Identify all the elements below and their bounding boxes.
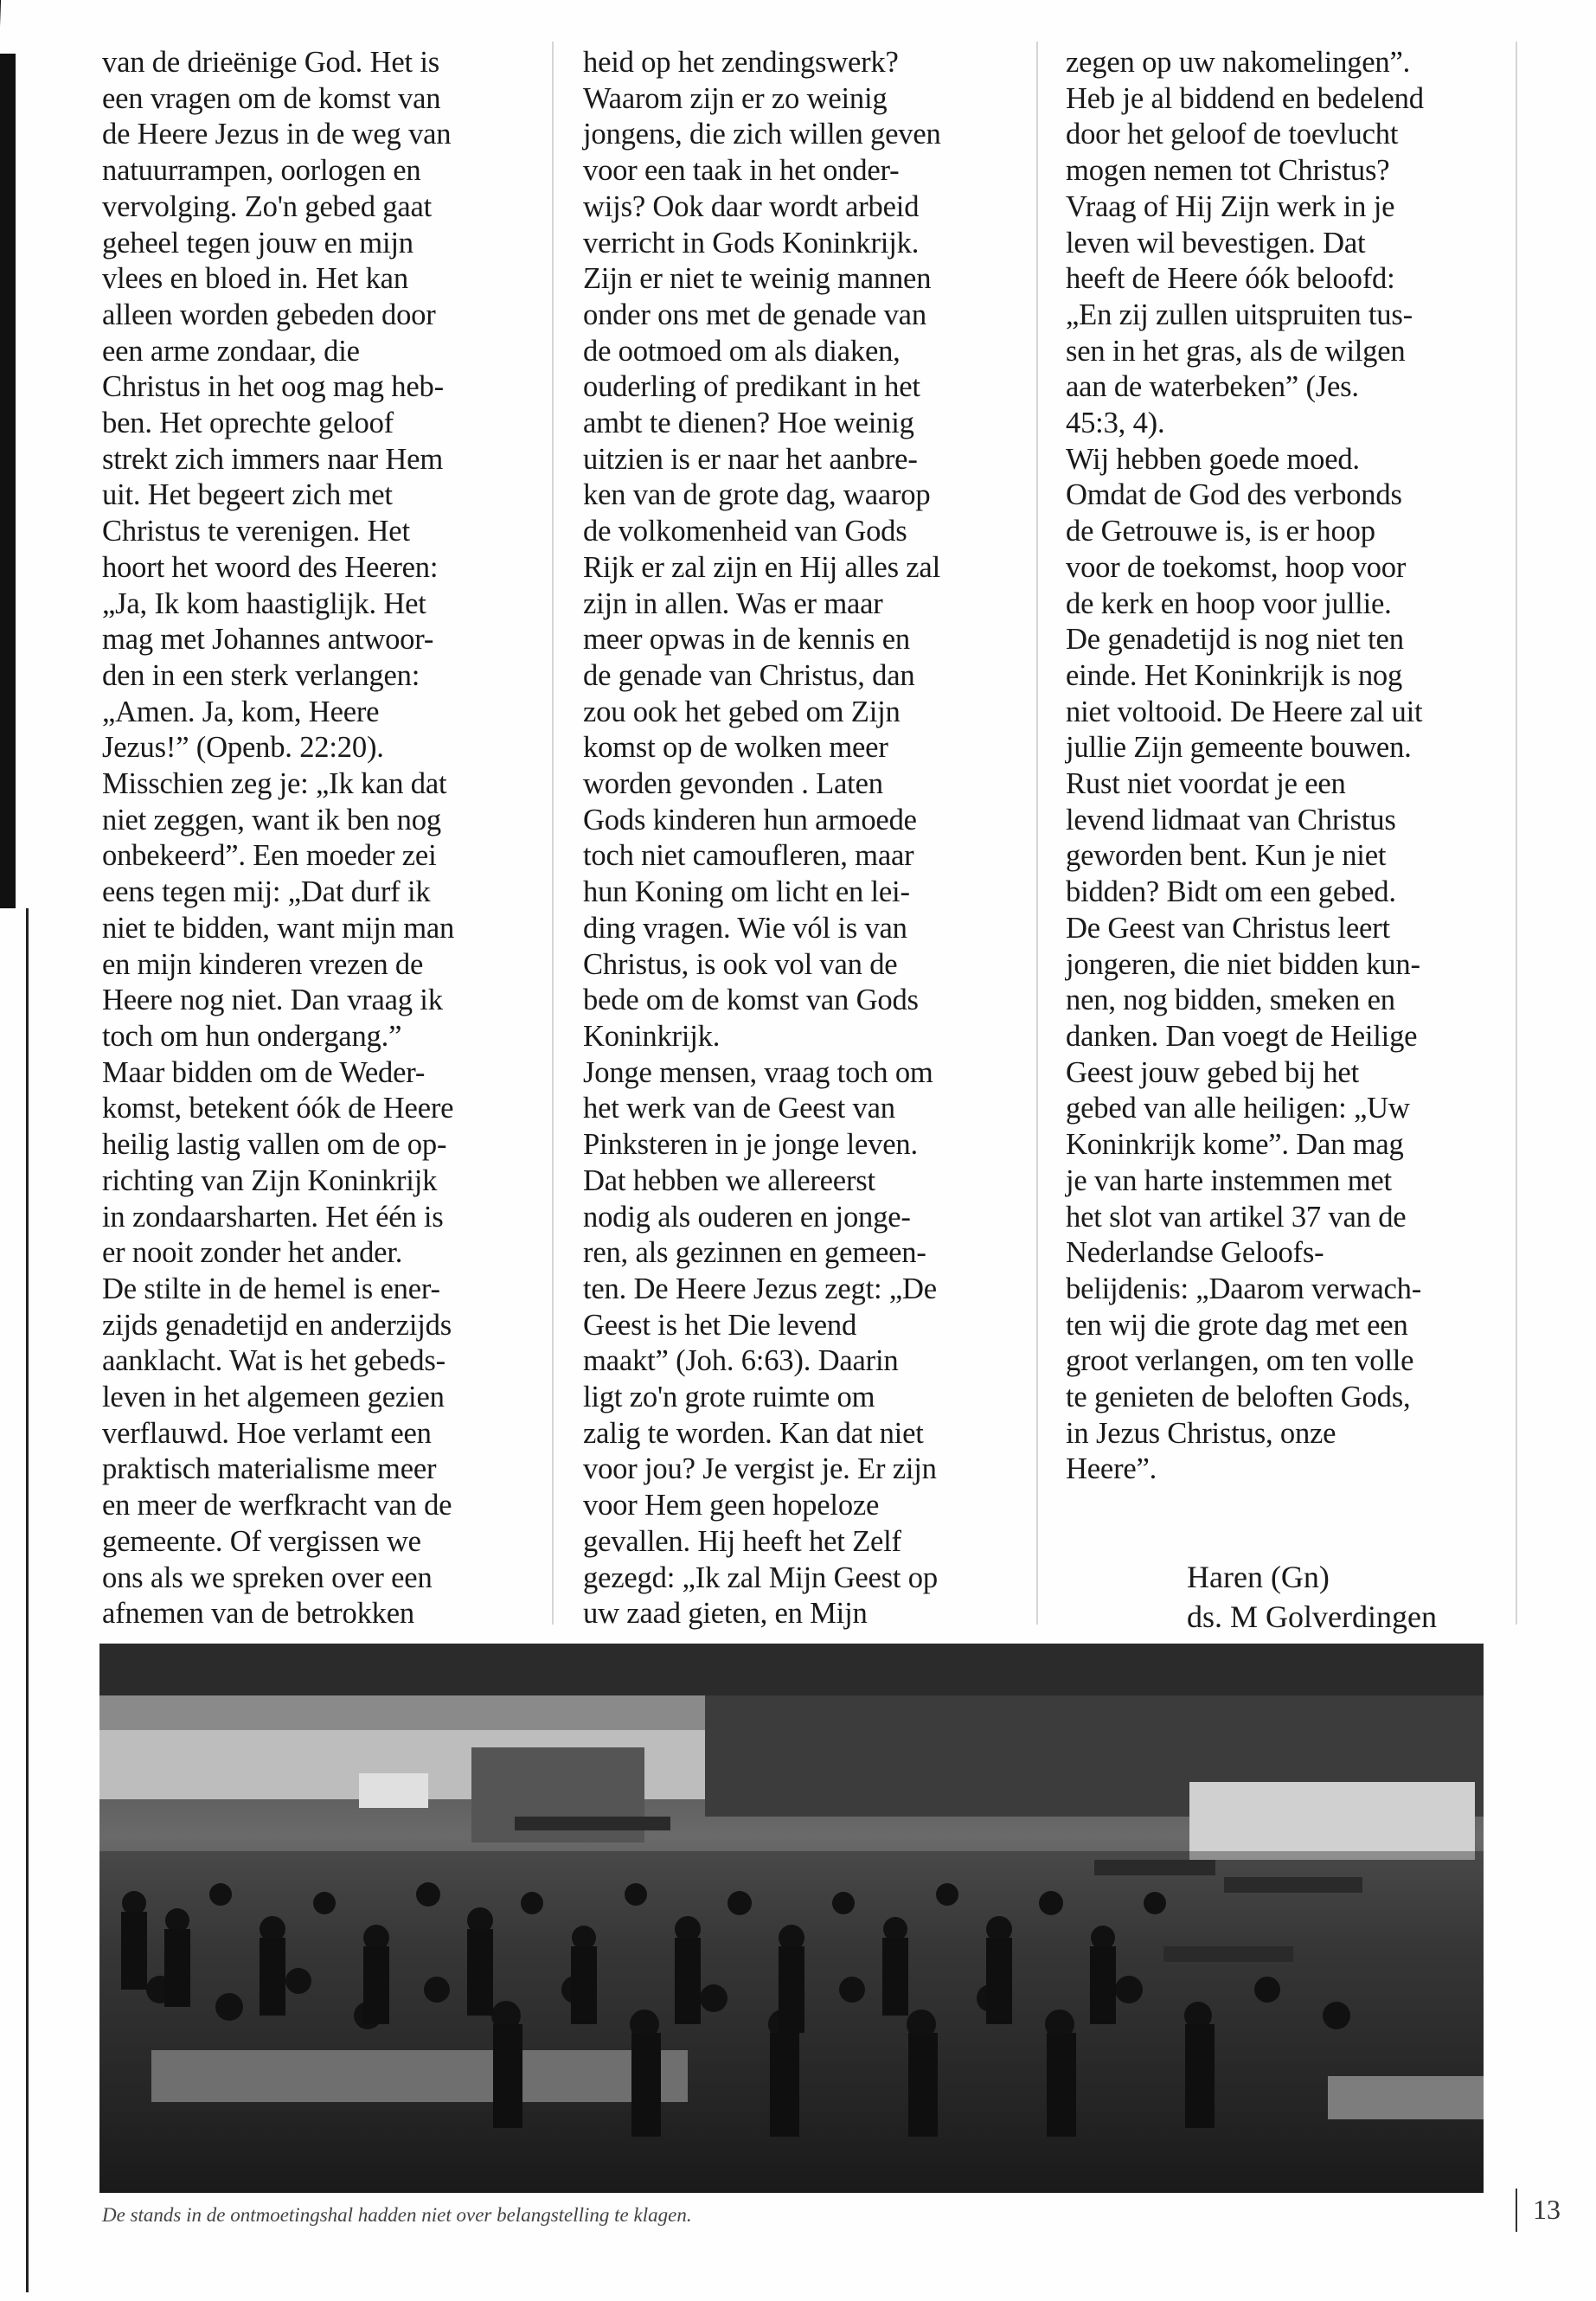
text-line: mag met Johannes antwoor- [102, 623, 434, 657]
text-line: hoort het woord des Heeren: [102, 550, 439, 584]
text-line: vlees en bloed in. Het kan [102, 262, 408, 296]
text-line: verflauwd. Hoe verlamt een [102, 1416, 432, 1450]
text-line: toch om hun ondergang.” [102, 1019, 402, 1053]
text-line: De stilte in de hemel is ener- [102, 1272, 440, 1305]
text-line: ambt te dienen? Hoe weinig [583, 407, 914, 440]
text-line: niet te bidden, want mijn man [102, 911, 455, 945]
text-line: de kerk en hoop voor jullie. [1066, 586, 1392, 620]
text-line: aan de waterbeken” (Jes. [1066, 370, 1359, 404]
text-line: natuurrampen, oorlogen en [102, 154, 421, 188]
text-line: verricht in Gods Koninkrijk. [583, 226, 920, 260]
text-column-1 [102, 45, 454, 1632]
column-rule-2 [1036, 42, 1038, 1625]
text-line: gezegd: „Ik zal Mijn Geest op [583, 1561, 938, 1594]
text-line: van de drieënige God. Het is [102, 46, 440, 79]
text-line: gemeente. Of vergissen we [102, 1524, 421, 1558]
text-line: Pinksteren in je jonge leven. [583, 1128, 918, 1162]
text-line: zegen op uw nakomelingen”. [1066, 46, 1411, 79]
text-line: ten. De Heere Jezus zegt: „De [583, 1272, 937, 1305]
text-line: einde. Het Koninkrijk is nog [1066, 658, 1403, 692]
text-line: Dat hebben we allereerst [583, 1163, 875, 1197]
text-line: te genieten de beloften Gods, [1066, 1381, 1411, 1414]
text-line: afnemen van de betrokken [102, 1597, 414, 1631]
text-line: maakt” (Joh. 6:63). Daarin [583, 1344, 899, 1378]
text-line: strekt zich immers naar Hem [102, 442, 444, 476]
text-line: Rust niet voordat je een [1066, 767, 1346, 801]
text-line: den in een sterk verlangen: [102, 658, 420, 692]
text-line: richting van Zijn Koninkrijk [102, 1163, 438, 1197]
text-line: 45:3, 4). [1066, 407, 1165, 440]
exhibition-hall-photo [99, 1644, 1484, 2193]
text-line: Misschien zeg je: „Ik kan dat [102, 767, 447, 801]
text-line: leven in het algemeen gezien [102, 1381, 445, 1414]
text-line: ons als we spreken over een [102, 1561, 433, 1594]
text-line: geworden bent. Kun je niet [1066, 839, 1387, 873]
scan-edge-line [26, 908, 29, 2292]
text-line: vervolging. Zo'n gebed gaat [102, 189, 433, 223]
text-line: ten wij die grote dag met een [1066, 1308, 1408, 1342]
text-line: Koninkrijk kome”. Dan mag [1066, 1128, 1404, 1162]
text-line: Rijk er zal zijn en Hij alles zal [583, 550, 940, 584]
text-line: toch niet camoufleren, maar [583, 839, 914, 873]
text-line: mogen nemen tot Christus? [1066, 154, 1390, 188]
text-line: ben. Het oprechte geloof [102, 407, 394, 440]
text-line: jongens, die zich willen geven [583, 118, 941, 151]
text-line: aanklacht. Wat is het gebeds- [102, 1344, 445, 1378]
author-signature [1187, 1557, 1437, 1637]
text-line: Heb je al biddend en bedelend [1066, 81, 1424, 115]
text-line: en mijn kinderen vrezen de [102, 947, 424, 981]
text-line: groot verlangen, om ten volle [1066, 1344, 1414, 1378]
text-line: onder ons met de genade van [583, 298, 926, 331]
text-line: wijs? Ook daar wordt arbeid [583, 189, 920, 223]
text-line: hun Koning om licht en lei- [583, 875, 910, 909]
text-line: en meer de werfkracht van de [102, 1489, 452, 1522]
text-line: de ootmoed om als diaken, [583, 334, 901, 368]
text-line: Jonge mensen, vraag toch om [583, 1055, 933, 1089]
text-line: komst, betekent óók de Heere [102, 1092, 454, 1125]
text-line: gevallen. Hij heeft het Zelf [583, 1524, 901, 1558]
text-line: leven wil bevestigen. Dat [1066, 226, 1366, 260]
text-column-3 [1066, 45, 1424, 1488]
text-line: niet voltooid. De Heere zal uit [1066, 695, 1423, 728]
text-column-2 [583, 45, 941, 1632]
text-line: de genade van Christus, dan [583, 658, 915, 692]
text-line: nen, nog bidden, smeken en [1066, 984, 1395, 1017]
text-line: Geest is het Die levend [583, 1308, 857, 1342]
text-line: meer opwas in de kennis en [583, 623, 910, 657]
text-line: praktisch materialisme meer [102, 1452, 437, 1486]
text-line: voor een taak in het onder- [583, 154, 900, 188]
text-line: nodig als ouderen en jonge- [583, 1200, 911, 1234]
text-line: uw zaad gieten, en Mijn [583, 1597, 868, 1631]
text-line: door het geloof de toevlucht [1066, 118, 1399, 151]
text-line: het slot van artikel 37 van de [1066, 1200, 1407, 1234]
text-line: Heere nog niet. Dan vraag ik [102, 984, 443, 1017]
text-line: Gods kinderen hun armoede [583, 803, 917, 836]
text-line: uit. Het begeert zich met [102, 478, 393, 512]
torn-corner [0, 0, 105, 54]
text-line: heid op het zendingswerk? [583, 46, 899, 79]
text-line: voor Hem geen hopeloze [583, 1489, 880, 1522]
text-line: de volkomenheid van Gods [583, 515, 907, 548]
text-line: zou ook het gebed om Zijn [583, 695, 901, 728]
page-number: 13 [1533, 2194, 1561, 2225]
text-line: „Ja, Ik kom haastiglijk. Het [102, 586, 426, 620]
scan-edge-shadow [0, 0, 16, 908]
photo-caption: De stands in de ontmoetingshal hadden niet over belangstelling te klagen. [102, 2204, 692, 2226]
text-line: levend lidmaat van Christus [1066, 803, 1396, 836]
text-line: het werk van de Geest van [583, 1092, 895, 1125]
text-line: bidden? Bidt om een gebed. [1066, 875, 1396, 909]
text-line: „En zij zullen uitspruiten tus- [1066, 298, 1413, 331]
text-line: voor de toekomst, hoop voor [1066, 550, 1407, 584]
text-line: Heere”. [1066, 1452, 1157, 1486]
text-line: er nooit zonder het ander. [102, 1236, 403, 1270]
text-line: zijds genadetijd en anderzijds [102, 1308, 452, 1342]
text-line: ding vragen. Wie vól is van [583, 911, 907, 945]
text-line: Nederlandse Geloofs- [1066, 1236, 1324, 1270]
text-line: eens tegen mij: „Dat durf ik [102, 875, 431, 909]
text-line: de Heere Jezus in de weg van [102, 118, 452, 151]
text-line: in Jezus Christus, onze [1066, 1416, 1336, 1450]
signature-author: ds. M Golverdingen [1187, 1599, 1437, 1634]
text-line: Waarom zijn er zo weinig [583, 81, 888, 115]
text-line: bede om de komst van Gods [583, 984, 919, 1017]
text-line: worden gevonden . Laten [583, 767, 883, 801]
text-line: sen in het gras, als de wilgen [1066, 334, 1406, 368]
signature-place: Haren (Gn) [1187, 1560, 1330, 1594]
text-line: heeft de Heere óók beloofd: [1066, 262, 1395, 296]
text-line: Jezus!” (Openb. 22:20). [102, 731, 384, 765]
text-line: je van harte instemmen met [1066, 1163, 1392, 1197]
text-line: De genadetijd is nog niet ten [1066, 623, 1404, 657]
text-line: Christus in het oog mag heb- [102, 370, 444, 404]
text-line: De Geest van Christus leert [1066, 911, 1390, 945]
text-line: heilig lastig vallen om de op- [102, 1128, 447, 1162]
text-line: onbekeerd”. Een moeder zei [102, 839, 437, 873]
text-line: zalig te worden. Kan dat niet [583, 1416, 924, 1450]
text-line: Omdat de God des verbonds [1066, 478, 1402, 512]
text-line: ligt zo'n grote ruimte om [583, 1381, 875, 1414]
text-line: geheel tegen jouw en mijn [102, 226, 413, 260]
text-line: ouderling of predikant in het [583, 370, 920, 404]
text-line: een vragen om de komst van [102, 81, 441, 115]
page-number-rule [1516, 2189, 1517, 2232]
text-line: gebed van alle heiligen: „Uw [1066, 1092, 1410, 1125]
text-line: Vraag of Hij Zijn werk in je [1066, 189, 1395, 223]
text-line: Wij hebben goede moed. [1066, 442, 1360, 476]
text-line: Koninkrijk. [583, 1019, 721, 1053]
column-rule-3 [1516, 42, 1517, 1625]
text-line: Christus te verenigen. Het [102, 515, 410, 548]
text-line: de Getrouwe is, is er hoop [1066, 515, 1375, 548]
text-line: jongeren, die niet bidden kun- [1066, 947, 1420, 981]
text-line: danken. Dan voegt de Heilige [1066, 1019, 1418, 1053]
text-line: uitzien is er naar het aanbre- [583, 442, 918, 476]
text-line: alleen worden gebeden door [102, 298, 436, 331]
text-line: zijn in allen. Was er maar [583, 586, 883, 620]
text-line: een arme zondaar, die [102, 334, 360, 368]
text-line: ken van de grote dag, waarop [583, 478, 931, 512]
column-rule-1 [552, 42, 554, 1625]
text-line: Zijn er niet te weinig mannen [583, 262, 932, 296]
text-line: ren, als gezinnen en gemeen- [583, 1236, 926, 1270]
text-line: belijdenis: „Daarom verwach- [1066, 1272, 1422, 1305]
text-line: Maar bidden om de Weder- [102, 1055, 426, 1089]
text-line: komst op de wolken meer [583, 731, 888, 765]
text-line: jullie Zijn gemeente bouwen. [1066, 731, 1412, 765]
text-line: Geest jouw gebed bij het [1066, 1055, 1359, 1089]
text-line: in zondaarsharten. Het één is [102, 1200, 444, 1234]
text-line: voor jou? Je vergist je. Er zijn [583, 1452, 937, 1486]
crowd-photo-illustration [99, 1644, 1484, 2193]
text-line: Christus, is ook vol van de [583, 947, 898, 981]
text-line: niet zeggen, want ik ben nog [102, 803, 441, 836]
text-line: „Amen. Ja, kom, Heere [102, 695, 380, 728]
